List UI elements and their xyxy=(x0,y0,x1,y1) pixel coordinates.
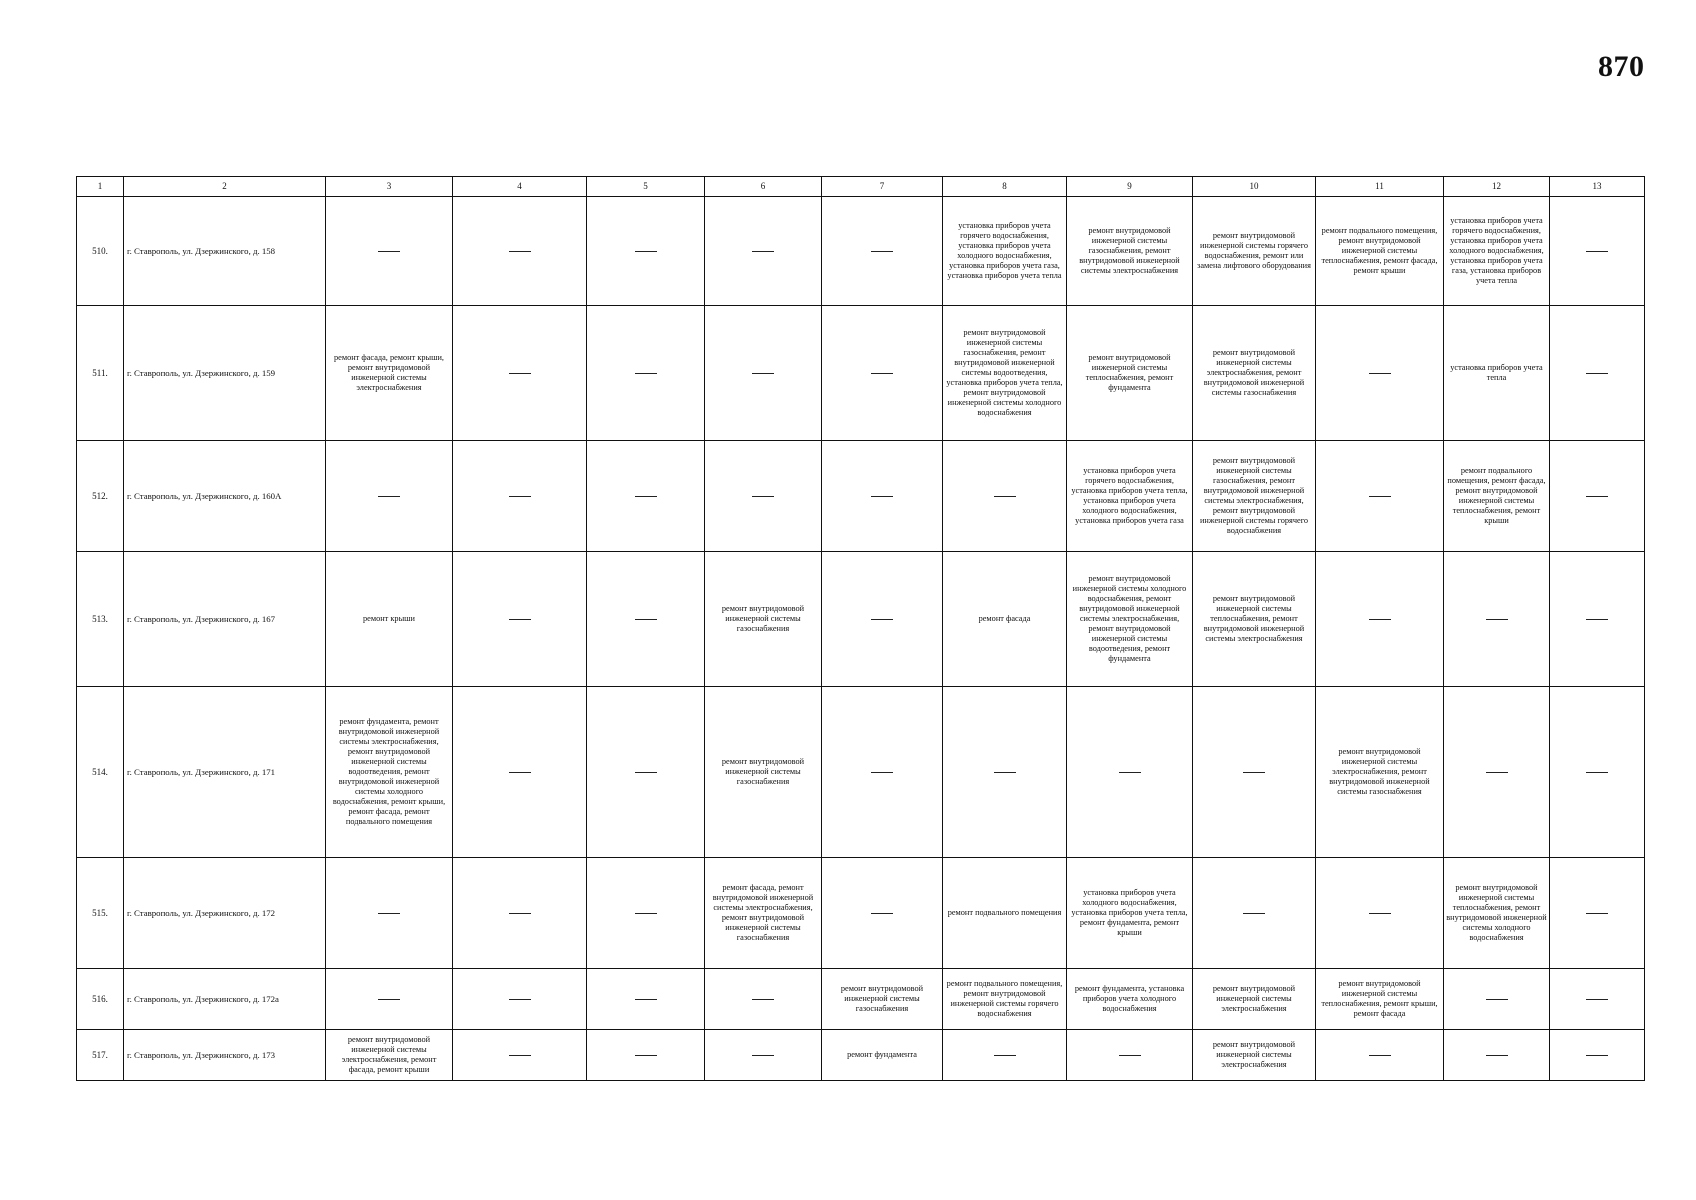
dash-mark xyxy=(1586,999,1608,1000)
dash-mark xyxy=(752,251,774,252)
empty-cell xyxy=(1316,858,1444,969)
empty-cell xyxy=(1444,687,1550,858)
work-cell: ремонт внутридомовой инженерной системы электроснабжения, ремонт фасада, ремонт крыши xyxy=(326,1030,453,1081)
dash-mark xyxy=(1369,1055,1391,1056)
dash-mark xyxy=(752,373,774,374)
dash-mark xyxy=(1369,913,1391,914)
table-row xyxy=(77,687,1645,858)
row-number: 512. xyxy=(77,441,124,552)
dash-mark xyxy=(1119,1055,1141,1056)
dash-mark xyxy=(1119,772,1141,773)
empty-cell xyxy=(453,441,587,552)
work-cell: установка приборов учета горячего водоснабжения, установка приборов учета холодного водоснабжения, установка приборов учета газа, установка приборов учета тепла xyxy=(943,197,1067,306)
work-cell: ремонт фасада, ремонт внутридомовой инженерной системы электроснабжения, ремонт внутридомовой инженерной системы газоснабжения xyxy=(705,858,822,969)
empty-cell xyxy=(587,552,705,687)
empty-cell xyxy=(943,1030,1067,1081)
dash-mark xyxy=(635,251,657,252)
dash-mark xyxy=(509,913,531,914)
empty-cell xyxy=(453,687,587,858)
dash-mark xyxy=(1243,772,1265,773)
dash-mark xyxy=(1243,913,1265,914)
empty-cell xyxy=(1193,687,1316,858)
repair-schedule-table xyxy=(76,176,1645,1081)
dash-mark xyxy=(509,373,531,374)
empty-cell xyxy=(1550,441,1645,552)
empty-cell xyxy=(453,552,587,687)
column-number: 3 xyxy=(326,177,453,197)
dash-mark xyxy=(1586,251,1608,252)
dash-mark xyxy=(635,373,657,374)
empty-cell xyxy=(587,858,705,969)
empty-cell xyxy=(1550,552,1645,687)
empty-cell xyxy=(1550,197,1645,306)
dash-mark xyxy=(1586,619,1608,620)
dash-mark xyxy=(635,1055,657,1056)
dash-mark xyxy=(1586,1055,1608,1056)
empty-cell xyxy=(1316,1030,1444,1081)
column-number: 12 xyxy=(1444,177,1550,197)
work-cell: ремонт подвального помещения, ремонт внутридомовой инженерной системы горячего водоснабжения xyxy=(943,969,1067,1030)
page-number: 870 xyxy=(1598,50,1645,83)
dash-mark xyxy=(378,913,400,914)
work-cell: установка приборов учета холодного водоснабжения, установка приборов учета тепла, ремонт фундамента, ремонт крыши xyxy=(1067,858,1193,969)
empty-cell xyxy=(1316,552,1444,687)
dash-mark xyxy=(871,373,893,374)
table-row xyxy=(77,197,1645,306)
empty-cell xyxy=(453,969,587,1030)
work-cell: ремонт подвального помещения, ремонт фасада, ремонт внутридомовой инженерной системы теплоснабжения, ремонт крыши xyxy=(1444,441,1550,552)
work-cell: ремонт внутридомовой инженерной системы теплоснабжения, ремонт крыши, ремонт фасада xyxy=(1316,969,1444,1030)
empty-cell xyxy=(705,1030,822,1081)
dash-mark xyxy=(509,772,531,773)
empty-cell xyxy=(822,858,943,969)
table-row xyxy=(77,1030,1645,1081)
empty-cell xyxy=(587,441,705,552)
column-number: 11 xyxy=(1316,177,1444,197)
dash-mark xyxy=(635,772,657,773)
work-cell: ремонт фасада, ремонт крыши, ремонт внутридомовой инженерной системы электроснабжения xyxy=(326,306,453,441)
dash-mark xyxy=(871,251,893,252)
empty-cell xyxy=(1316,306,1444,441)
empty-cell xyxy=(705,306,822,441)
work-cell: ремонт подвального помещения, ремонт внутридомовой инженерной системы теплоснабжения, ремонт фасада, ремонт крыши xyxy=(1316,197,1444,306)
dash-mark xyxy=(752,496,774,497)
dash-mark xyxy=(1586,913,1608,914)
work-cell: ремонт внутридомовой инженерной системы горячего водоснабжения, ремонт или замена лифтового оборудования xyxy=(1193,197,1316,306)
empty-cell xyxy=(705,969,822,1030)
table-row xyxy=(77,858,1645,969)
dash-mark xyxy=(752,1055,774,1056)
dash-mark xyxy=(994,772,1016,773)
empty-cell xyxy=(453,306,587,441)
table-row xyxy=(77,552,1645,687)
dash-mark xyxy=(871,619,893,620)
work-cell: ремонт фундамента xyxy=(822,1030,943,1081)
work-cell: ремонт внутридомовой инженерной системы газоснабжения xyxy=(822,969,943,1030)
row-number: 513. xyxy=(77,552,124,687)
dash-mark xyxy=(509,496,531,497)
empty-cell xyxy=(587,1030,705,1081)
column-number: 7 xyxy=(822,177,943,197)
empty-cell xyxy=(822,197,943,306)
column-number-row xyxy=(77,177,1645,197)
work-cell: установка приборов учета тепла xyxy=(1444,306,1550,441)
work-cell: ремонт внутридомовой инженерной системы электроснабжения, ремонт внутридомовой инженерной системы газоснабжения xyxy=(1193,306,1316,441)
dash-mark xyxy=(378,496,400,497)
dash-mark xyxy=(1586,496,1608,497)
empty-cell xyxy=(1067,687,1193,858)
empty-cell xyxy=(587,687,705,858)
column-number: 8 xyxy=(943,177,1067,197)
address-cell: г. Ставрополь, ул. Дзержинского, д. 160А xyxy=(124,441,326,552)
column-number: 10 xyxy=(1193,177,1316,197)
empty-cell xyxy=(326,197,453,306)
dash-mark xyxy=(1369,373,1391,374)
dash-mark xyxy=(1586,373,1608,374)
work-cell: ремонт внутридомовой инженерной системы газоснабжения, ремонт внутридомовой инженерной системы водоотведения, установка приборов учета тепла, ремонт внутридомовой инженерной системы холодного водоснабжения xyxy=(943,306,1067,441)
work-cell: ремонт внутридомовой инженерной системы газоснабжения xyxy=(705,687,822,858)
dash-mark xyxy=(635,619,657,620)
work-cell: ремонт внутридомовой инженерной системы электроснабжения xyxy=(1193,1030,1316,1081)
dash-mark xyxy=(509,619,531,620)
table-row xyxy=(77,441,1645,552)
row-number: 515. xyxy=(77,858,124,969)
empty-cell xyxy=(822,687,943,858)
empty-cell xyxy=(326,858,453,969)
column-number: 5 xyxy=(587,177,705,197)
empty-cell xyxy=(943,441,1067,552)
column-number: 6 xyxy=(705,177,822,197)
empty-cell xyxy=(1444,1030,1550,1081)
address-cell: г. Ставрополь, ул. Дзержинского, д. 159 xyxy=(124,306,326,441)
dash-mark xyxy=(1486,772,1508,773)
empty-cell xyxy=(822,306,943,441)
empty-cell xyxy=(1067,1030,1193,1081)
table-row xyxy=(77,969,1645,1030)
empty-cell xyxy=(822,441,943,552)
dash-mark xyxy=(994,496,1016,497)
empty-cell xyxy=(587,306,705,441)
empty-cell xyxy=(453,1030,587,1081)
column-number: 4 xyxy=(453,177,587,197)
dash-mark xyxy=(635,999,657,1000)
dash-mark xyxy=(635,496,657,497)
empty-cell xyxy=(1550,687,1645,858)
column-number: 13 xyxy=(1550,177,1645,197)
work-cell: ремонт внутридомовой инженерной системы газоснабжения, ремонт внутридомовой инженерной системы электроснабжения, ремонт внутридомовой инженерной системы горячего водоснабжения xyxy=(1193,441,1316,552)
empty-cell xyxy=(943,687,1067,858)
address-cell: г. Ставрополь, ул. Дзержинского, д. 172 xyxy=(124,858,326,969)
row-number: 517. xyxy=(77,1030,124,1081)
table-row xyxy=(77,306,1645,441)
empty-cell xyxy=(1550,1030,1645,1081)
work-cell: ремонт внутридомовой инженерной системы теплоснабжения, ремонт внутридомовой инженерной системы холодного водоснабжения xyxy=(1444,858,1550,969)
dash-mark xyxy=(509,251,531,252)
empty-cell xyxy=(1193,858,1316,969)
work-cell: установка приборов учета горячего водоснабжения, установка приборов учета холодного водоснабжения, установка приборов учета газа, установка приборов учета тепла xyxy=(1444,197,1550,306)
row-number: 514. xyxy=(77,687,124,858)
empty-cell xyxy=(326,441,453,552)
address-cell: г. Ставрополь, ул. Дзержинского, д. 167 xyxy=(124,552,326,687)
work-cell: ремонт фундамента, установка приборов учета холодного водоснабжения xyxy=(1067,969,1193,1030)
work-cell: ремонт внутридомовой инженерной системы газоснабжения, ремонт внутридомовой инженерной системы электроснабжения xyxy=(1067,197,1193,306)
empty-cell xyxy=(587,969,705,1030)
dash-mark xyxy=(871,772,893,773)
work-cell: ремонт внутридомовой инженерной системы электроснабжения, ремонт внутридомовой инженерной системы газоснабжения xyxy=(1316,687,1444,858)
column-number: 9 xyxy=(1067,177,1193,197)
row-number: 510. xyxy=(77,197,124,306)
work-cell: ремонт внутридомовой инженерной системы теплоснабжения, ремонт внутридомовой инженерной системы электроснабжения xyxy=(1193,552,1316,687)
empty-cell xyxy=(1444,552,1550,687)
empty-cell xyxy=(453,858,587,969)
dash-mark xyxy=(509,1055,531,1056)
column-number: 2 xyxy=(124,177,326,197)
address-cell: г. Ставрополь, ул. Дзержинского, д. 173 xyxy=(124,1030,326,1081)
empty-cell xyxy=(705,197,822,306)
row-number: 516. xyxy=(77,969,124,1030)
dash-mark xyxy=(871,496,893,497)
empty-cell xyxy=(822,552,943,687)
dash-mark xyxy=(378,999,400,1000)
row-number: 511. xyxy=(77,306,124,441)
work-cell: ремонт внутридомовой инженерной системы газоснабжения xyxy=(705,552,822,687)
work-cell: установка приборов учета горячего водоснабжения, установка приборов учета тепла, установка приборов учета холодного водоснабжения, установка приборов учета газа xyxy=(1067,441,1193,552)
empty-cell xyxy=(1550,858,1645,969)
dash-mark xyxy=(1486,999,1508,1000)
empty-cell xyxy=(1444,969,1550,1030)
dash-mark xyxy=(509,999,531,1000)
empty-cell xyxy=(587,197,705,306)
address-cell: г. Ставрополь, ул. Дзержинского, д. 158 xyxy=(124,197,326,306)
empty-cell xyxy=(1316,441,1444,552)
dash-mark xyxy=(752,999,774,1000)
address-cell: г. Ставрополь, ул. Дзержинского, д. 171 xyxy=(124,687,326,858)
work-cell: ремонт подвального помещения xyxy=(943,858,1067,969)
empty-cell xyxy=(326,969,453,1030)
empty-cell xyxy=(453,197,587,306)
empty-cell xyxy=(1550,306,1645,441)
dash-mark xyxy=(378,251,400,252)
work-cell: ремонт внутридомовой инженерной системы холодного водоснабжения, ремонт внутридомовой инженерной системы электроснабжения, ремонт внутридомовой инженерной системы водоотведения, ремонт фундамента xyxy=(1067,552,1193,687)
work-cell: ремонт внутридомовой инженерной системы теплоснабжения, ремонт фундамента xyxy=(1067,306,1193,441)
dash-mark xyxy=(871,913,893,914)
work-cell: ремонт фасада xyxy=(943,552,1067,687)
work-cell: ремонт внутридомовой инженерной системы электроснабжения xyxy=(1193,969,1316,1030)
dash-mark xyxy=(1369,496,1391,497)
dash-mark xyxy=(1369,619,1391,620)
dash-mark xyxy=(1486,1055,1508,1056)
dash-mark xyxy=(1486,619,1508,620)
work-cell: ремонт фундамента, ремонт внутридомовой инженерной системы электроснабжения, ремонт внутридомовой инженерной системы водоотведения, ремонт внутридомовой инженерной системы холодного водоснабжения, ремонт крыши, ремонт фасада, ремонт подвального помещения xyxy=(326,687,453,858)
address-cell: г. Ставрополь, ул. Дзержинского, д. 172а xyxy=(124,969,326,1030)
empty-cell xyxy=(1550,969,1645,1030)
dash-mark xyxy=(994,1055,1016,1056)
empty-cell xyxy=(705,441,822,552)
dash-mark xyxy=(635,913,657,914)
work-cell: ремонт крыши xyxy=(326,552,453,687)
column-number: 1 xyxy=(77,177,124,197)
dash-mark xyxy=(1586,772,1608,773)
